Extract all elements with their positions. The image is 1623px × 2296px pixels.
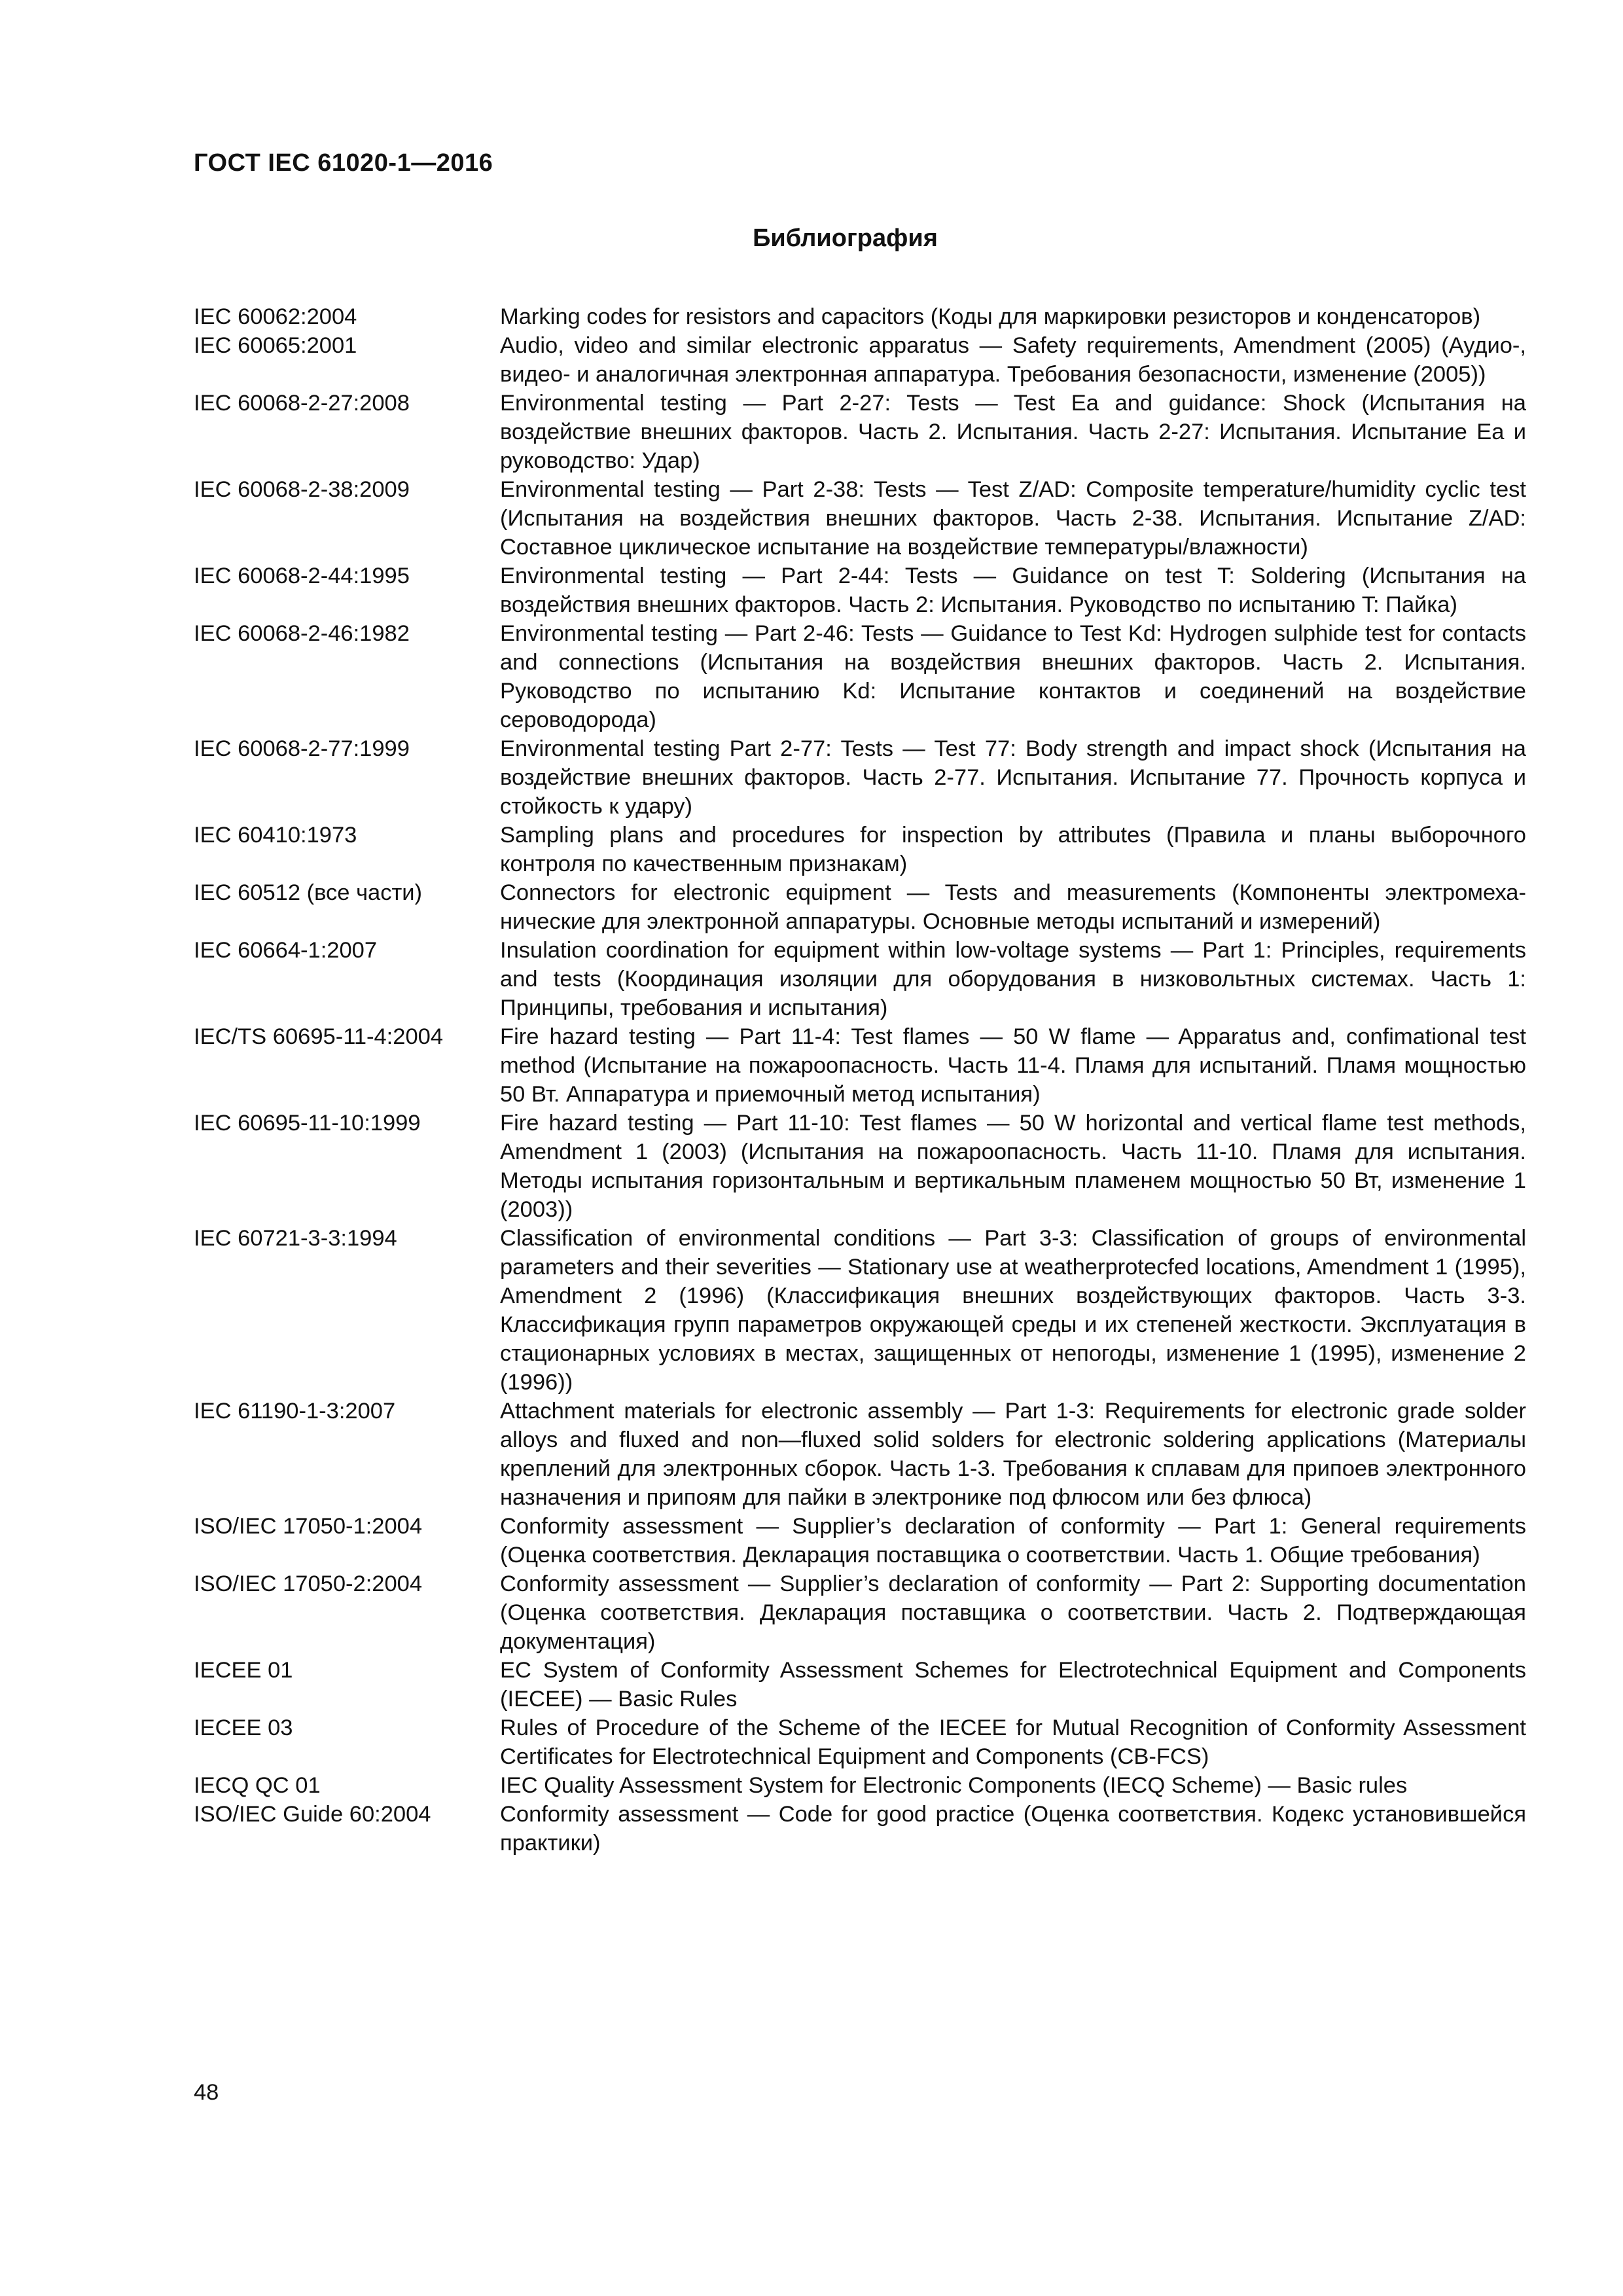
entry-description: Fire hazard testing — Part 11-10: Test flames — 50 W horizontal and vertical flame test methods, Amendment 1 (2003) (Испытания на пожароопасность. Часть 11-10. Пламя для испытания. Методы испытания горизонтальным и вертикальным пламенем мощностью 50 Вт, изменение 1 (2003)) <box>500 1111 1526 1222</box>
entry-description: EC System of Conformity Assessment Schemes for Electrotechnical Equipment and Components (IECEE) — Basic Rules <box>500 1658 1526 1712</box>
document-header: ГОСТ IEC 61020-1—2016 <box>194 149 493 177</box>
bibliography-entry <box>194 1713 1526 1771</box>
entry-reference: IEC 60410:1973 <box>194 823 357 848</box>
entry-description: Conformity assessment — Supplier’s declaration of conformity — Part 2: Supporting documentation (Оценка соответствия. Декларация поставщика о соответствии. Часть 2. Подтверждающая документация) <box>500 1571 1526 1654</box>
entry-description: Environmental testing — Part 2-38: Tests — Test Z/AD: Composite temperature/humidity cyclic test (Испытания на воздействия внешних факторов. Часть 2-38. Испытания. Испытание Z/AD: Составное циклическое испытание на воздействие температуры/влажности) <box>500 477 1526 560</box>
entry-reference: ISO/IEC 17050-2:2004 <box>194 1571 423 1596</box>
bibliography-entry <box>194 302 1526 331</box>
bibliography-entry <box>194 562 1526 619</box>
entry-reference: IEC 61190-1-3:2007 <box>194 1399 396 1424</box>
entry-reference: ISO/IEC 17050-1:2004 <box>194 1514 423 1539</box>
entry-description: Environmental testing — Part 2-46: Tests — Guidance to Test Kd: Hydrogen sulphide test for contacts and connections (Испытания на воздействия внешних факторов. Часть 2. Испытания. Руководство по испытанию Kd: Испытание контактов и соединений на воздействие сероводорода) <box>500 621 1526 732</box>
bibliography-list <box>194 302 1526 1857</box>
entry-reference: IECEE 03 <box>194 1715 293 1740</box>
bibliography-entry <box>194 1771 1526 1800</box>
entry-description: Environmental testing Part 2-77: Tests — Test 77: Body strength and impact shock (Испытания на воздействие внешних факторов. Часть 2-77. Испытания. Испытание 77. Прочность корпуса и стойкость к удару) <box>500 736 1526 819</box>
entry-reference: IEC 60068-2-27:2008 <box>194 391 410 416</box>
entry-description: Fire hazard testing — Part 11-4: Test flames — 50 W flame — Apparatus and, confimational test method (Испытание на пожароопасность. Часть 11-4. Пламя для испытаний. Пламя мощностью 50 Вт. Аппаратура и приемочный метод испытания) <box>500 1024 1526 1107</box>
entry-description: Marking codes for resistors and capacitors (Коды для маркировки резисторов и конденсаторов) <box>500 304 1481 329</box>
section-title: Библиография <box>753 224 938 252</box>
entry-description: Attachment materials for electronic assembly — Part 1-3: Requirements for electronic grade solder alloys and fluxed and non—fluxed solid solders for electronic soldering applications (Материалы креплений для электронных сборок. Часть 1-3. Требования к сплавам для припоев электронного назначения и припоям для пайки в электронике под флюсом или без флюса) <box>500 1399 1526 1510</box>
entry-reference: IEC 60721-3-3:1994 <box>194 1226 397 1251</box>
bibliography-entry <box>194 821 1526 878</box>
entry-reference: ISO/IEC Guide 60:2004 <box>194 1802 431 1827</box>
bibliography-entry <box>194 1397 1526 1512</box>
entry-description: Classification of environmental conditions — Part 3-3: Classification of groups of environmental parameters and their severities — Stationary use at weatherprotecfed locations, Amendment 1 (1995), Amendment 2 (1996) (Классификация внешних воздействующих факторов. Часть 3-3. Классификация групп параметров окружающей среды и их степеней жесткости. Эксплуатация в стационарных условиях в местах, защищенных от непогоды, изменение 1 (1995), изменение 2 (1996)) <box>500 1226 1526 1395</box>
entry-description: Rules of Procedure of the Scheme of the IECEE for Mutual Recognition of Conformity Assessment Certificates for Electrotechnical Equipment and Components (CB-FCS) <box>500 1715 1526 1769</box>
bibliography-entry <box>194 1570 1526 1656</box>
entry-description: Insulation coordination for equipment within low-voltage systems — Part 1: Principles, requirements and tests (Координация изоляции для оборудования в низковольтных системах. Часть 1: Принципы, требования и испытания) <box>500 938 1526 1020</box>
entry-description: IEC Quality Assessment System for Electronic Components (IECQ Scheme) — Basic rules <box>500 1773 1408 1798</box>
entry-description: Audio, video and similar electronic apparatus — Safety requirements, Amendment (2005) (Аудио-, видео- и аналогичная электронная аппаратура. Требования безопасности, изменение (2005)) <box>500 333 1526 387</box>
entry-description: Connectors for electronic equipment — Tests and measurements (Компоненты электромеханические для электронной аппаратуры. Основные методы испытаний и измерений) <box>500 880 1526 934</box>
bibliography-entry <box>194 389 1526 475</box>
bibliography-entry <box>194 1109 1526 1224</box>
entry-reference: IECQ QC 01 <box>194 1773 321 1798</box>
bibliography-entry <box>194 734 1526 821</box>
entry-reference: IEC/TS 60695-11-4:2004 <box>194 1024 444 1049</box>
entry-reference: IEC 60068-2-77:1999 <box>194 736 410 761</box>
bibliography-entry <box>194 1224 1526 1397</box>
entry-reference: IEC 60664-1:2007 <box>194 938 378 963</box>
bibliography-entry <box>194 1512 1526 1570</box>
page-number: 48 <box>194 2080 219 2105</box>
entry-description: Conformity assessment — Code for good practice (Оценка соответствия. Кодекс установившейся практики) <box>500 1802 1526 1856</box>
entry-reference: IEC 60065:2001 <box>194 333 357 358</box>
bibliography-entry <box>194 1800 1526 1857</box>
entry-reference: IEC 60068-2-46:1982 <box>194 621 410 646</box>
entry-description: Environmental testing — Part 2-44: Tests — Guidance on test T: Soldering (Испытания на воздействия внешних факторов. Часть 2: Испытания. Руководство по испытанию T: Пайка) <box>500 564 1526 617</box>
entry-description: Sampling plans and procedures for inspection by attributes (Правила и планы выборочного контроля по качественным признакам) <box>500 823 1526 876</box>
bibliography-entry <box>194 475 1526 562</box>
entry-description: Conformity assessment — Supplier’s declaration of conformity — Part 1: General requirements (Оценка соответствия. Декларация поставщика о соответствии. Часть 1. Общие требования) <box>500 1514 1526 1568</box>
entry-reference: IEC 60695-11-10:1999 <box>194 1111 421 1136</box>
entry-reference: IEC 60062:2004 <box>194 304 357 329</box>
bibliography-entry <box>194 1022 1526 1109</box>
bibliography-entry <box>194 331 1526 389</box>
entry-description: Environmental testing — Part 2-27: Tests — Test Ea and guidance: Shock (Испытания на воздействие внешних факторов. Часть 2. Испытания. Часть 2-27: Испытания. Испытание Ea и руководство: Удар) <box>500 391 1526 473</box>
bibliography-entry <box>194 619 1526 734</box>
entry-reference: IEC 60068-2-38:2009 <box>194 477 410 502</box>
entry-reference: IEC 60512 (все части) <box>194 880 423 905</box>
bibliography-entry <box>194 1656 1526 1713</box>
entry-reference: IEC 60068-2-44:1995 <box>194 564 410 588</box>
bibliography-entry <box>194 878 1526 936</box>
entry-reference: IECEE 01 <box>194 1658 293 1683</box>
bibliography-entry <box>194 936 1526 1022</box>
